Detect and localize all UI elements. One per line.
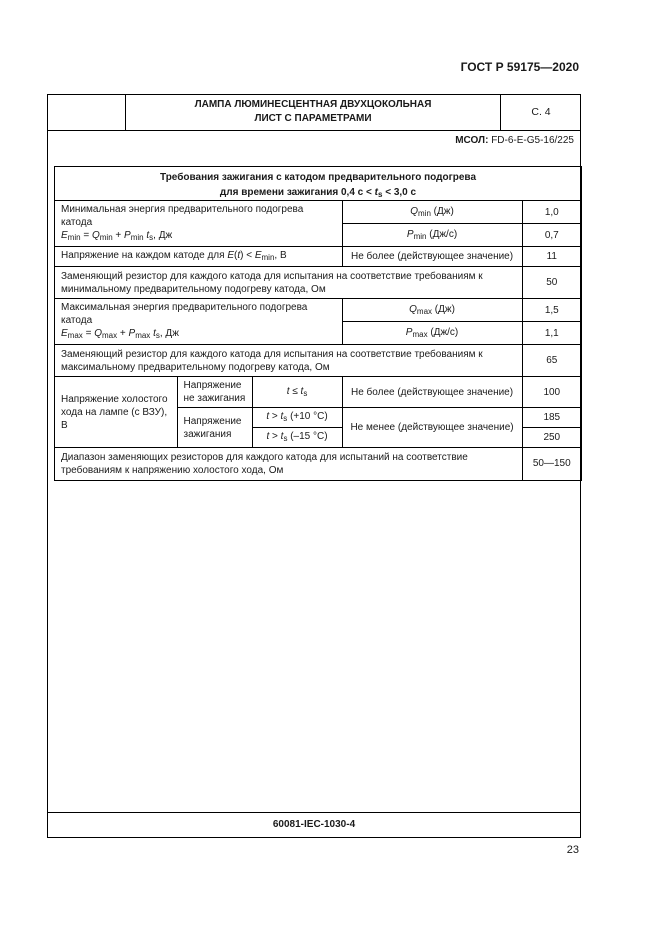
- no-ignition-limit: Не более (действующее значение): [342, 377, 522, 408]
- res-min-label: Заменяющий резистор для каждого катода для испытания на соответствие требованиям к минимальному предварительному подогреву катода, Ом: [55, 267, 522, 299]
- qmax-value: 1,5: [522, 299, 581, 322]
- section-title-line2: для времени зажигания 0,4 $с < t_s < 3,0$ с: [219, 187, 417, 199]
- sheet-title-line2: ЛИСТ С ПАРАМЕТРАМИ: [254, 113, 372, 124]
- section-title: [55, 167, 581, 201]
- table-row: [55, 267, 581, 299]
- no-ignition-value: 100: [522, 377, 581, 408]
- qmax-param: $Q_{max}$ (Дж): [342, 299, 522, 322]
- table-row: [55, 299, 581, 322]
- mcol-value: FD-6-E-G5-16/225: [491, 135, 574, 146]
- ignition-value-1: 185: [522, 408, 581, 428]
- sheet-footer-code: 60081-IEC-1030-4: [48, 812, 580, 837]
- no-ignition-cond: $t \le t_s$: [252, 377, 342, 408]
- table-row: [55, 201, 581, 224]
- mcol-label: МСОЛ:: [455, 135, 489, 146]
- table-row: [55, 377, 581, 408]
- ignition-value-2: 250: [522, 428, 581, 448]
- cathode-voltage-value: 11: [522, 247, 581, 267]
- qmin-param: $Q_{min}$ (Дж): [342, 201, 522, 224]
- parameter-sheet-frame: [47, 94, 581, 838]
- ignition-limit: Не менее (действующее значение): [342, 408, 522, 448]
- res-max-label: Заменяющий резистор для каждого катода для испытания на соответствие требованиям к максимальному предварительному подогреву катода, Ом: [55, 345, 522, 377]
- pmax-value: 1,1: [522, 322, 581, 345]
- standard-number: ГОСТ Р 59175—2020: [460, 60, 579, 74]
- ocv-label: Напряжение холостого хода на лампе (с ВЗУ), В: [55, 377, 177, 448]
- sheet-title-line1: ЛАМПА ЛЮМИНЕСЦЕНТНАЯ ДВУХЦОКОЛЬНАЯ: [194, 99, 432, 110]
- ignition-requirements-table: [54, 166, 582, 481]
- pmin-param: $P_{min}$ (Дж/с): [342, 224, 522, 247]
- mcol-code: [455, 135, 574, 146]
- emin-formula: $E_{min} = Q_{min} + P_{min}$ $t_s$, Дж: [61, 230, 173, 242]
- cathode-voltage-label: Напряжение на каждом катоде для $E(t) < E_{min}$, В: [55, 247, 342, 267]
- range-value: 50—150: [522, 448, 581, 480]
- qmin-value: 1,0: [522, 201, 581, 224]
- ignition-label: Напряжение зажигания: [177, 408, 252, 448]
- emin-label: Минимальная энергия предварительного подогрева катода: [61, 204, 304, 228]
- ignition-cond-2: $t > t_s$ (–15 °C): [252, 428, 342, 448]
- table-row: [55, 345, 581, 377]
- no-ignition-label: Напряжение не зажигания: [177, 377, 252, 408]
- header-blank-cell: [48, 95, 126, 130]
- ignition-cond-1: $t > t_s$ (+10 °C): [252, 408, 342, 428]
- res-max-value: 65: [522, 345, 581, 377]
- emax-label: Максимальная энергия предварительного подогрева катода: [61, 302, 308, 326]
- emax-formula: $E_{max} = Q_{max} + P_{max}$ $t_s$, Дж: [61, 328, 179, 340]
- sheet-header: [48, 95, 580, 131]
- table-row: [55, 247, 581, 267]
- sheet-page: С. 4: [531, 106, 551, 118]
- table-row: [55, 448, 581, 480]
- sheet-title: [126, 95, 501, 130]
- pmax-param: $P_{max}$ (Дж/с): [342, 322, 522, 345]
- section-title-line1: Требования зажигания с катодом предварительного подогрева: [159, 172, 477, 183]
- emax-label-cell: [55, 299, 342, 345]
- cathode-voltage-cond: Не более (действующее значение): [342, 247, 522, 267]
- emin-label-cell: [55, 201, 342, 247]
- page-number: 23: [566, 844, 579, 856]
- range-label: Диапазон заменяющих резисторов для каждого катода для испытаний на соответствие требованиям к напряжению холостого хода, Ом: [55, 448, 522, 480]
- pmin-value: 0,7: [522, 224, 581, 247]
- res-min-value: 50: [522, 267, 581, 299]
- parameters-table: [55, 201, 581, 480]
